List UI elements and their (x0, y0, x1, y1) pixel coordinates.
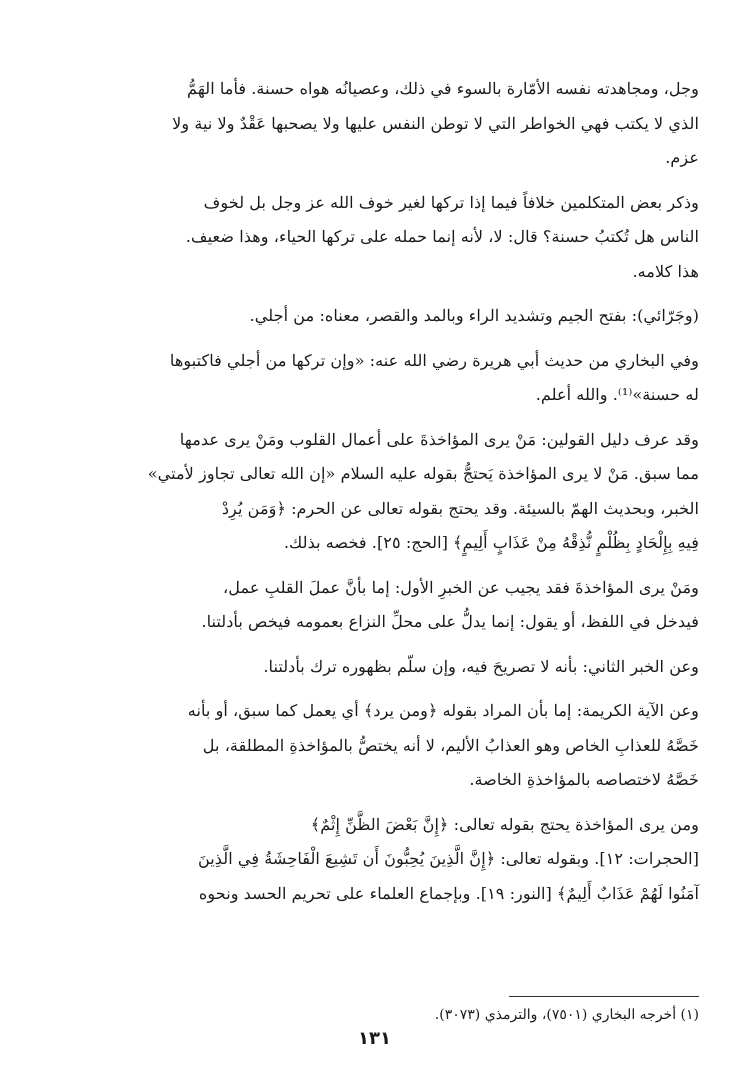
text-line: آمَنُوا لَهُمْ عَذَابٌ أَلِيمٌ﴾ [النور: ١٩]. وبإجماع العلماء على تحريم الحسد ونحوه (198, 883, 699, 903)
text-line: الخبر، وبحديث الهمّ بالسيئة. وقد يحتج بقوله تعالى عن الحرم: ﴿وَمَن يُرِدْ (221, 498, 699, 518)
paragraph (50, 423, 699, 561)
text-line: له حسنة»⁽¹⁾. والله أعلم. (535, 385, 699, 404)
text-line: [الحجرات: ١٢]. وبقوله تعالى: ﴿إِنَّ الَّذِينَ يُحِبُّونَ أَن تَشِيعَ الْفَاحِشَةُ فِي الَّذِينَ (197, 849, 699, 868)
text-line: وعن الخبر الثاني: بأنه لا تصريحَ فيه، وإن سلّم بظهوره ترك بأدلتنا. (263, 656, 699, 676)
paragraph (50, 650, 699, 685)
text-line: وقد عرف دليل القولين: مَنْ يرى المؤاخذةَ على أعمال القلوب ومَنْ يرى عدمها (179, 429, 699, 449)
text-line: خَصَّهُ للعذابِ الخاص وهو العذابُ الأليم، لا أنه يختصُّ بالمؤاخذةِ المطلقة، بل (202, 735, 699, 755)
footnote-separator (509, 996, 699, 997)
text-line: وعن الآية الكريمة: إما بأن المراد بقوله ﴿ومن يرد﴾ أي يعمل كما سبق، أو بأنه (187, 701, 699, 720)
text-line: خَصَّهُ لاختصاصه بالمؤاخذةِ الخاصة. (469, 770, 699, 789)
paragraph (50, 186, 699, 290)
text-line: ومن يرى المؤاخذة يحتج بقوله تعالى: ﴿إِنَّ بَعْضَ الظَّنِّ إِثْمٌ﴾ (310, 814, 699, 834)
paragraph (50, 808, 699, 912)
footnote: (١) أخرجه البخاري (٧٥٠١)، والترمذي (٣٠٧٣). (434, 1007, 699, 1023)
text-line: هذا كلامه. (632, 261, 699, 281)
text-line: فيدخل في اللفظ، أو يقول: إنما يدلُّ على محلِّ النزاع بعمومه فيخص بأدلتنا. (201, 612, 699, 631)
paragraph (50, 694, 699, 798)
page-number: ١٣١ (358, 1028, 391, 1049)
text-line: فِيهِ بِإِلْحَادٍ بِظُلْمٍ نُّذِقْهُ مِنْ عَذَابٍ أَلِيمٍ﴾ [الحج: ٢٥]. فخصه بذلك. (283, 533, 699, 552)
text-line: الذي لا يكتب فهي الخواطر التي لا توطن النفس عليها ولا يصحبها عَقْدٌ ولا نية ولا (172, 113, 699, 133)
text-line: (وجَرّائي): بفتح الجيم وتشديد الراء وبالمد والقصر، معناه: من أجلي. (249, 306, 699, 325)
main-text (50, 72, 699, 911)
paragraph (50, 72, 699, 176)
paragraph (50, 571, 699, 640)
text-line: الناس هل تُكتبُ حسنة؟ قال: لا، لأنه إنما حمله على تركها الحياء، وهذا ضعيف. (185, 227, 699, 246)
text-line: وذكر بعض المتكلمين خلافاً فيما إذا تركها لغير خوف الله عز وجل بل لخوف (203, 192, 699, 212)
text-line: ومَنْ يرى المؤاخذةَ فقد يجيب عن الخبرِ الأول: إما بأنَّ عملَ القلبِ عمل، (223, 577, 699, 597)
paragraph (50, 299, 699, 334)
text-line: وفي البخاري من حديث أبي هريرة رضي الله عنه: «وإن تركها من أجلي فاكتبوها (169, 350, 699, 370)
paragraph (50, 344, 699, 413)
text-line: عزم. (665, 148, 699, 167)
text-line: مما سبق. مَنْ لا يرى المؤاخذة يَحتجُّ بقوله عليه السلام «إن الله تعالى تجاوز لأمتي» (147, 464, 699, 483)
text-line: وجل، ومجاهدته نفسه الأمّارة بالسوء في ذلك، وعصيانُه هواه حسنة. فأما الهَمُّ (187, 79, 699, 98)
